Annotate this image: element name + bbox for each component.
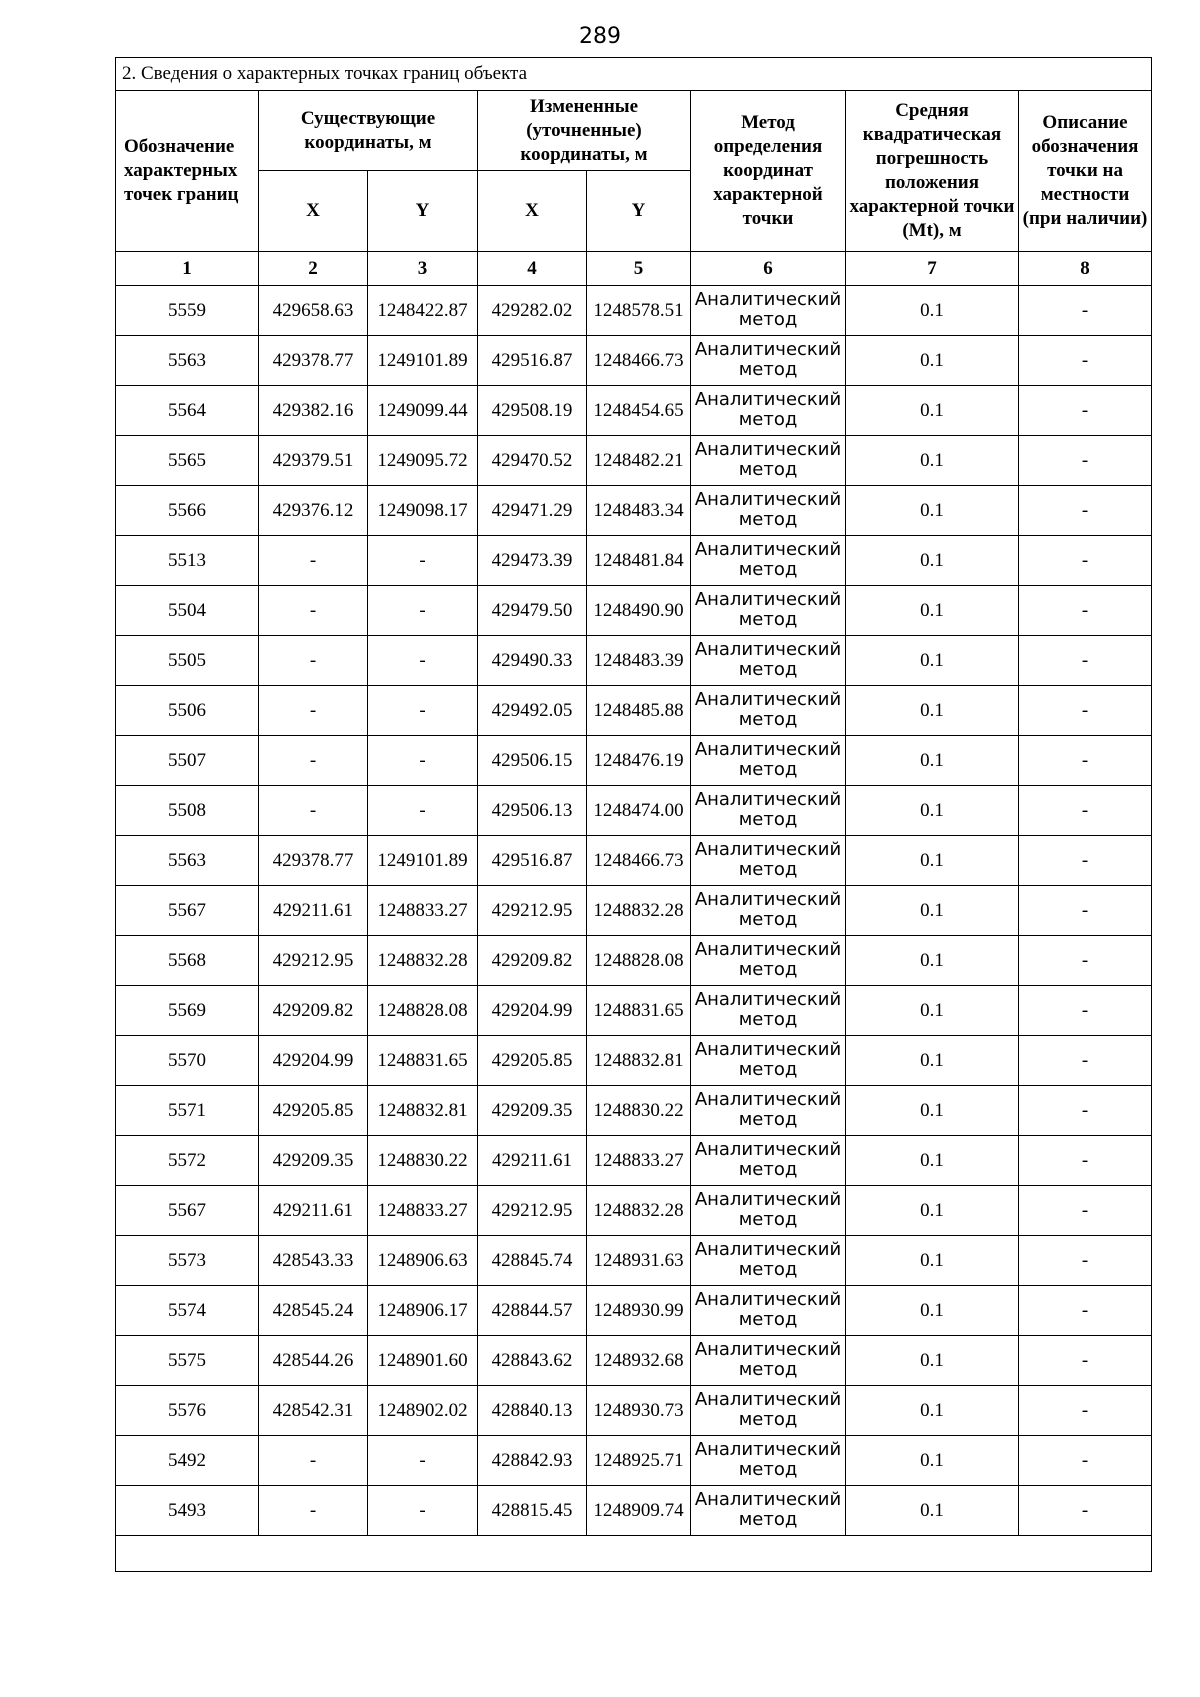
cell-description: - bbox=[1019, 1136, 1152, 1186]
table-row bbox=[116, 836, 1152, 886]
cell-existing-y: 1248828.08 bbox=[368, 986, 478, 1036]
cell-existing-x: 429209.35 bbox=[259, 1136, 368, 1186]
method-line-2: метод bbox=[738, 1358, 798, 1380]
cell-mean-error: 0.1 bbox=[846, 1486, 1019, 1536]
cell-description: - bbox=[1019, 786, 1152, 836]
header-changed-coordinates: Измененные (уточненные) координаты, м bbox=[478, 91, 691, 171]
table-row bbox=[116, 736, 1152, 786]
method-line-2: метод bbox=[738, 958, 798, 980]
cell-method bbox=[691, 486, 846, 536]
cell-changed-x: 429490.33 bbox=[478, 636, 587, 686]
column-number: 3 bbox=[368, 252, 478, 286]
cell-method bbox=[691, 1036, 846, 1086]
cell-changed-y: 1248481.84 bbox=[587, 536, 691, 586]
table-row bbox=[116, 1186, 1152, 1236]
header-changed-y: Y bbox=[587, 171, 691, 252]
cell-description: - bbox=[1019, 386, 1152, 436]
cell-method bbox=[691, 536, 846, 586]
cell-changed-y: 1248454.65 bbox=[587, 386, 691, 436]
cell-changed-y: 1248831.65 bbox=[587, 986, 691, 1036]
cell-description: - bbox=[1019, 486, 1152, 536]
column-number: 1 bbox=[116, 252, 259, 286]
method-line-2: метод bbox=[738, 1258, 798, 1280]
table-row bbox=[116, 1236, 1152, 1286]
cell-existing-x: - bbox=[259, 636, 368, 686]
cell-method bbox=[691, 1186, 846, 1236]
cell-changed-x: 429492.05 bbox=[478, 686, 587, 736]
method-line-1: Аналитический bbox=[694, 1088, 842, 1110]
method-line-1: Аналитический bbox=[694, 1488, 842, 1510]
column-number: 7 bbox=[846, 252, 1019, 286]
cell-changed-y: 1248909.74 bbox=[587, 1486, 691, 1536]
cell-existing-y: 1249099.44 bbox=[368, 386, 478, 436]
cell-method bbox=[691, 736, 846, 786]
method-line-2: метод bbox=[738, 1008, 798, 1030]
cell-existing-x: 429211.61 bbox=[259, 886, 368, 936]
table-row bbox=[116, 386, 1152, 436]
method-line-2: метод bbox=[738, 358, 798, 380]
cell-changed-x: 428815.45 bbox=[478, 1486, 587, 1536]
cell-point-id: 5573 bbox=[116, 1236, 259, 1286]
cell-existing-x: 429212.95 bbox=[259, 936, 368, 986]
method-line-1: Аналитический bbox=[694, 1188, 842, 1210]
method-line-1: Аналитический bbox=[694, 438, 842, 460]
method-line-2: метод bbox=[738, 458, 798, 480]
method-line-2: метод bbox=[738, 808, 798, 830]
cell-point-id: 5570 bbox=[116, 1036, 259, 1086]
table-row bbox=[116, 1336, 1152, 1386]
cell-existing-y: - bbox=[368, 586, 478, 636]
method-line-1: Аналитический bbox=[694, 488, 842, 510]
cell-changed-y: 1248483.39 bbox=[587, 636, 691, 686]
cell-existing-y: 1248906.17 bbox=[368, 1286, 478, 1336]
cell-existing-x: - bbox=[259, 536, 368, 586]
cell-method bbox=[691, 1136, 846, 1186]
method-line-1: Аналитический bbox=[694, 588, 842, 610]
cell-existing-x: - bbox=[259, 686, 368, 736]
cell-mean-error: 0.1 bbox=[846, 436, 1019, 486]
cell-changed-x: 429209.82 bbox=[478, 936, 587, 986]
method-line-1: Аналитический bbox=[694, 1138, 842, 1160]
method-line-1: Аналитический bbox=[694, 288, 842, 310]
cell-description: - bbox=[1019, 1186, 1152, 1236]
cell-changed-y: 1248830.22 bbox=[587, 1086, 691, 1136]
cell-point-id: 5567 bbox=[116, 886, 259, 936]
cell-mean-error: 0.1 bbox=[846, 1386, 1019, 1436]
cell-method bbox=[691, 1436, 846, 1486]
method-line-2: метод bbox=[738, 1458, 798, 1480]
cell-changed-x: 429471.29 bbox=[478, 486, 587, 536]
cell-existing-y: 1248832.81 bbox=[368, 1086, 478, 1136]
cell-mean-error: 0.1 bbox=[846, 736, 1019, 786]
header-point-designation: Обозначение характерных точек границ bbox=[116, 91, 259, 252]
cell-changed-y: 1248578.51 bbox=[587, 286, 691, 336]
cell-existing-x: 428543.33 bbox=[259, 1236, 368, 1286]
cell-changed-y: 1248833.27 bbox=[587, 1136, 691, 1186]
page-number: 289 bbox=[579, 24, 621, 49]
method-line-1: Аналитический bbox=[694, 1438, 842, 1460]
table-row bbox=[116, 1386, 1152, 1436]
cell-existing-x: 429209.82 bbox=[259, 986, 368, 1036]
cell-description: - bbox=[1019, 336, 1152, 386]
cell-existing-y: 1249098.17 bbox=[368, 486, 478, 536]
cell-existing-y: 1249101.89 bbox=[368, 836, 478, 886]
cell-changed-x: 429212.95 bbox=[478, 1186, 587, 1236]
cell-description: - bbox=[1019, 636, 1152, 686]
column-number: 6 bbox=[691, 252, 846, 286]
cell-point-id: 5569 bbox=[116, 986, 259, 1036]
cell-existing-x: - bbox=[259, 786, 368, 836]
table-row bbox=[116, 536, 1152, 586]
cell-point-id: 5508 bbox=[116, 786, 259, 836]
header-existing-y: Y bbox=[368, 171, 478, 252]
section-title: 2. Сведения о характерных точках границ объекта bbox=[116, 58, 1152, 91]
cell-point-id: 5559 bbox=[116, 286, 259, 336]
cell-description: - bbox=[1019, 1486, 1152, 1536]
cell-point-id: 5574 bbox=[116, 1286, 259, 1336]
cell-existing-x: - bbox=[259, 586, 368, 636]
cell-point-id: 5565 bbox=[116, 436, 259, 486]
cell-mean-error: 0.1 bbox=[846, 286, 1019, 336]
cell-existing-y: 1248902.02 bbox=[368, 1386, 478, 1436]
cell-changed-y: 1248832.81 bbox=[587, 1036, 691, 1086]
cell-changed-x: 428840.13 bbox=[478, 1386, 587, 1436]
cell-existing-y: - bbox=[368, 686, 478, 736]
cell-description: - bbox=[1019, 536, 1152, 586]
method-line-2: метод bbox=[738, 858, 798, 880]
table-row bbox=[116, 1486, 1152, 1536]
cell-point-id: 5507 bbox=[116, 736, 259, 786]
cell-mean-error: 0.1 bbox=[846, 336, 1019, 386]
cell-existing-y: 1248901.60 bbox=[368, 1336, 478, 1386]
cell-existing-y: - bbox=[368, 1486, 478, 1536]
cell-description: - bbox=[1019, 836, 1152, 886]
cell-mean-error: 0.1 bbox=[846, 936, 1019, 986]
cell-point-id: 5571 bbox=[116, 1086, 259, 1136]
cell-mean-error: 0.1 bbox=[846, 786, 1019, 836]
cell-description: - bbox=[1019, 586, 1152, 636]
method-line-2: метод bbox=[738, 1058, 798, 1080]
cell-changed-y: 1248490.90 bbox=[587, 586, 691, 636]
method-line-2: метод bbox=[738, 308, 798, 330]
cell-existing-y: - bbox=[368, 1436, 478, 1486]
column-number: 2 bbox=[259, 252, 368, 286]
method-line-2: метод bbox=[738, 1508, 798, 1530]
cell-changed-y: 1248485.88 bbox=[587, 686, 691, 736]
cell-description: - bbox=[1019, 286, 1152, 336]
cell-description: - bbox=[1019, 686, 1152, 736]
cell-existing-y: 1248906.63 bbox=[368, 1236, 478, 1286]
cell-changed-x: 429205.85 bbox=[478, 1036, 587, 1086]
cell-point-id: 5566 bbox=[116, 486, 259, 536]
cell-changed-x: 429508.19 bbox=[478, 386, 587, 436]
method-line-1: Аналитический bbox=[694, 688, 842, 710]
method-line-1: Аналитический bbox=[694, 538, 842, 560]
cell-mean-error: 0.1 bbox=[846, 1336, 1019, 1386]
method-line-1: Аналитический bbox=[694, 1038, 842, 1060]
cell-existing-x: 429211.61 bbox=[259, 1186, 368, 1236]
cell-point-id: 5506 bbox=[116, 686, 259, 736]
cell-changed-x: 429204.99 bbox=[478, 986, 587, 1036]
cell-point-id: 5492 bbox=[116, 1436, 259, 1486]
cell-changed-x: 429473.39 bbox=[478, 536, 587, 586]
method-line-1: Аналитический bbox=[694, 388, 842, 410]
cell-method bbox=[691, 336, 846, 386]
cell-changed-x: 428845.74 bbox=[478, 1236, 587, 1286]
cell-changed-x: 429470.52 bbox=[478, 436, 587, 486]
table-row bbox=[116, 786, 1152, 836]
cell-mean-error: 0.1 bbox=[846, 586, 1019, 636]
cell-existing-x: 429658.63 bbox=[259, 286, 368, 336]
method-line-1: Аналитический bbox=[694, 738, 842, 760]
cell-description: - bbox=[1019, 1386, 1152, 1436]
cell-method bbox=[691, 1486, 846, 1536]
method-line-2: метод bbox=[738, 408, 798, 430]
cell-method bbox=[691, 1236, 846, 1286]
cell-existing-y: 1248833.27 bbox=[368, 1186, 478, 1236]
method-line-1: Аналитический bbox=[694, 838, 842, 860]
cell-changed-y: 1248474.00 bbox=[587, 786, 691, 836]
table-row bbox=[116, 686, 1152, 736]
cell-method bbox=[691, 1286, 846, 1336]
cell-point-id: 5575 bbox=[116, 1336, 259, 1386]
cell-method bbox=[691, 886, 846, 936]
cell-mean-error: 0.1 bbox=[846, 1036, 1019, 1086]
method-line-2: метод bbox=[738, 658, 798, 680]
cell-description: - bbox=[1019, 1236, 1152, 1286]
table-row bbox=[116, 436, 1152, 486]
cell-method bbox=[691, 836, 846, 886]
cell-point-id: 5513 bbox=[116, 536, 259, 586]
method-line-2: метод bbox=[738, 1308, 798, 1330]
cell-mean-error: 0.1 bbox=[846, 1136, 1019, 1186]
cell-method bbox=[691, 986, 846, 1036]
cell-description: - bbox=[1019, 1036, 1152, 1086]
cell-description: - bbox=[1019, 986, 1152, 1036]
cell-changed-x: 429506.15 bbox=[478, 736, 587, 786]
table-row bbox=[116, 936, 1152, 986]
cell-method bbox=[691, 636, 846, 686]
cell-changed-x: 428842.93 bbox=[478, 1436, 587, 1486]
cell-existing-y: - bbox=[368, 736, 478, 786]
cell-changed-x: 429212.95 bbox=[478, 886, 587, 936]
cell-existing-x: 429376.12 bbox=[259, 486, 368, 536]
cell-point-id: 5564 bbox=[116, 386, 259, 436]
method-line-1: Аналитический bbox=[694, 788, 842, 810]
cell-changed-y: 1248476.19 bbox=[587, 736, 691, 786]
method-line-2: метод bbox=[738, 908, 798, 930]
cell-existing-x: 429378.77 bbox=[259, 336, 368, 386]
column-number: 5 bbox=[587, 252, 691, 286]
cell-changed-x: 428844.57 bbox=[478, 1286, 587, 1336]
table-row bbox=[116, 636, 1152, 686]
cell-mean-error: 0.1 bbox=[846, 1436, 1019, 1486]
table-row bbox=[116, 1286, 1152, 1336]
column-number: 4 bbox=[478, 252, 587, 286]
cell-mean-error: 0.1 bbox=[846, 536, 1019, 586]
cell-method bbox=[691, 686, 846, 736]
cell-mean-error: 0.1 bbox=[846, 686, 1019, 736]
cell-existing-y: - bbox=[368, 536, 478, 586]
cell-changed-x: 429211.61 bbox=[478, 1136, 587, 1186]
cell-changed-y: 1248925.71 bbox=[587, 1436, 691, 1486]
cell-existing-x: 429382.16 bbox=[259, 386, 368, 436]
cell-description: - bbox=[1019, 436, 1152, 486]
cell-existing-y: 1249101.89 bbox=[368, 336, 478, 386]
cell-changed-y: 1248466.73 bbox=[587, 836, 691, 886]
method-line-1: Аналитический bbox=[694, 1338, 842, 1360]
cell-mean-error: 0.1 bbox=[846, 1186, 1019, 1236]
method-line-2: метод bbox=[738, 558, 798, 580]
method-line-2: метод bbox=[738, 508, 798, 530]
cell-method bbox=[691, 586, 846, 636]
cell-point-id: 5567 bbox=[116, 1186, 259, 1236]
cell-existing-x: 429379.51 bbox=[259, 436, 368, 486]
method-line-1: Аналитический bbox=[694, 638, 842, 660]
cell-description: - bbox=[1019, 886, 1152, 936]
cell-mean-error: 0.1 bbox=[846, 386, 1019, 436]
cell-existing-x: 428544.26 bbox=[259, 1336, 368, 1386]
cell-point-id: 5493 bbox=[116, 1486, 259, 1536]
cell-existing-x: - bbox=[259, 1436, 368, 1486]
cell-mean-error: 0.1 bbox=[846, 486, 1019, 536]
cell-point-id: 5505 bbox=[116, 636, 259, 686]
cell-existing-x: 429378.77 bbox=[259, 836, 368, 886]
method-line-2: метод bbox=[738, 1158, 798, 1180]
cell-changed-y: 1248832.28 bbox=[587, 886, 691, 936]
cell-existing-y: 1248833.27 bbox=[368, 886, 478, 936]
cell-description: - bbox=[1019, 1436, 1152, 1486]
cell-mean-error: 0.1 bbox=[846, 886, 1019, 936]
header-existing-x: X bbox=[259, 171, 368, 252]
method-line-2: метод bbox=[738, 1408, 798, 1430]
table-row bbox=[116, 1136, 1152, 1186]
cell-description: - bbox=[1019, 736, 1152, 786]
method-line-1: Аналитический bbox=[694, 338, 842, 360]
cell-method bbox=[691, 936, 846, 986]
cell-method bbox=[691, 436, 846, 486]
cell-changed-y: 1248932.68 bbox=[587, 1336, 691, 1386]
cell-point-id: 5563 bbox=[116, 836, 259, 886]
cell-description: - bbox=[1019, 1086, 1152, 1136]
header-method: Метод определения координат характерной точки bbox=[691, 91, 846, 252]
method-line-2: метод bbox=[738, 1108, 798, 1130]
cell-description: - bbox=[1019, 1286, 1152, 1336]
boundary-points-table bbox=[115, 57, 1152, 1572]
table-row bbox=[116, 486, 1152, 536]
cell-existing-x: 428542.31 bbox=[259, 1386, 368, 1436]
header-changed-x: X bbox=[478, 171, 587, 252]
cell-existing-x: 429205.85 bbox=[259, 1086, 368, 1136]
cell-point-id: 5504 bbox=[116, 586, 259, 636]
method-line-2: метод bbox=[738, 708, 798, 730]
table-row bbox=[116, 286, 1152, 336]
cell-method bbox=[691, 1086, 846, 1136]
cell-changed-y: 1248482.21 bbox=[587, 436, 691, 486]
cell-method bbox=[691, 786, 846, 836]
cell-mean-error: 0.1 bbox=[846, 1236, 1019, 1286]
cell-description: - bbox=[1019, 1336, 1152, 1386]
method-line-1: Аналитический bbox=[694, 1388, 842, 1410]
cell-point-id: 5568 bbox=[116, 936, 259, 986]
cell-point-id: 5576 bbox=[116, 1386, 259, 1436]
cell-existing-y: - bbox=[368, 786, 478, 836]
cell-changed-x: 429479.50 bbox=[478, 586, 587, 636]
header-mean-error: Средняя квадратическая погрешность положения характерной точки (Mt), м bbox=[846, 91, 1019, 252]
cell-existing-x: - bbox=[259, 1486, 368, 1536]
cell-changed-y: 1248466.73 bbox=[587, 336, 691, 386]
method-line-1: Аналитический bbox=[694, 938, 842, 960]
cell-existing-y: 1248830.22 bbox=[368, 1136, 478, 1186]
table-row bbox=[116, 1086, 1152, 1136]
cell-method bbox=[691, 386, 846, 436]
table-row bbox=[116, 586, 1152, 636]
method-line-1: Аналитический bbox=[694, 888, 842, 910]
cell-changed-y: 1248832.28 bbox=[587, 1186, 691, 1236]
cell-method bbox=[691, 1336, 846, 1386]
cell-changed-y: 1248930.73 bbox=[587, 1386, 691, 1436]
cell-mean-error: 0.1 bbox=[846, 1086, 1019, 1136]
cell-changed-x: 429506.13 bbox=[478, 786, 587, 836]
cell-point-id: 5563 bbox=[116, 336, 259, 386]
cell-changed-x: 429516.87 bbox=[478, 836, 587, 886]
table-row bbox=[116, 336, 1152, 386]
header-existing-coordinates: Существующие координаты, м bbox=[259, 91, 478, 171]
cell-changed-x: 429282.02 bbox=[478, 286, 587, 336]
table-row bbox=[116, 1436, 1152, 1486]
cell-mean-error: 0.1 bbox=[846, 1286, 1019, 1336]
empty-footer-row bbox=[116, 1536, 1152, 1572]
cell-existing-x: 428545.24 bbox=[259, 1286, 368, 1336]
column-number: 8 bbox=[1019, 252, 1152, 286]
cell-changed-x: 429516.87 bbox=[478, 336, 587, 386]
cell-changed-y: 1248931.63 bbox=[587, 1236, 691, 1286]
cell-method bbox=[691, 1386, 846, 1436]
method-line-2: метод bbox=[738, 758, 798, 780]
cell-existing-y: 1248422.87 bbox=[368, 286, 478, 336]
cell-point-id: 5572 bbox=[116, 1136, 259, 1186]
cell-changed-y: 1248483.34 bbox=[587, 486, 691, 536]
method-line-2: метод bbox=[738, 608, 798, 630]
cell-method bbox=[691, 286, 846, 336]
method-line-1: Аналитический bbox=[694, 1238, 842, 1260]
table-body bbox=[116, 286, 1152, 1536]
cell-changed-y: 1248930.99 bbox=[587, 1286, 691, 1336]
cell-description: - bbox=[1019, 936, 1152, 986]
cell-existing-y: 1248831.65 bbox=[368, 1036, 478, 1086]
cell-existing-x: 429204.99 bbox=[259, 1036, 368, 1086]
method-line-2: метод bbox=[738, 1208, 798, 1230]
method-line-1: Аналитический bbox=[694, 1288, 842, 1310]
cell-changed-x: 429209.35 bbox=[478, 1086, 587, 1136]
table-row bbox=[116, 986, 1152, 1036]
cell-changed-y: 1248828.08 bbox=[587, 936, 691, 986]
header-description: Описание обозначения точки на местности (при наличии) bbox=[1019, 91, 1152, 252]
table-row bbox=[116, 1036, 1152, 1086]
cell-existing-y: - bbox=[368, 636, 478, 686]
cell-existing-x: - bbox=[259, 736, 368, 786]
cell-mean-error: 0.1 bbox=[846, 836, 1019, 886]
cell-existing-y: 1249095.72 bbox=[368, 436, 478, 486]
method-line-1: Аналитический bbox=[694, 988, 842, 1010]
cell-changed-x: 428843.62 bbox=[478, 1336, 587, 1386]
table-row bbox=[116, 886, 1152, 936]
cell-existing-y: 1248832.28 bbox=[368, 936, 478, 986]
cell-mean-error: 0.1 bbox=[846, 636, 1019, 686]
cell-mean-error: 0.1 bbox=[846, 986, 1019, 1036]
